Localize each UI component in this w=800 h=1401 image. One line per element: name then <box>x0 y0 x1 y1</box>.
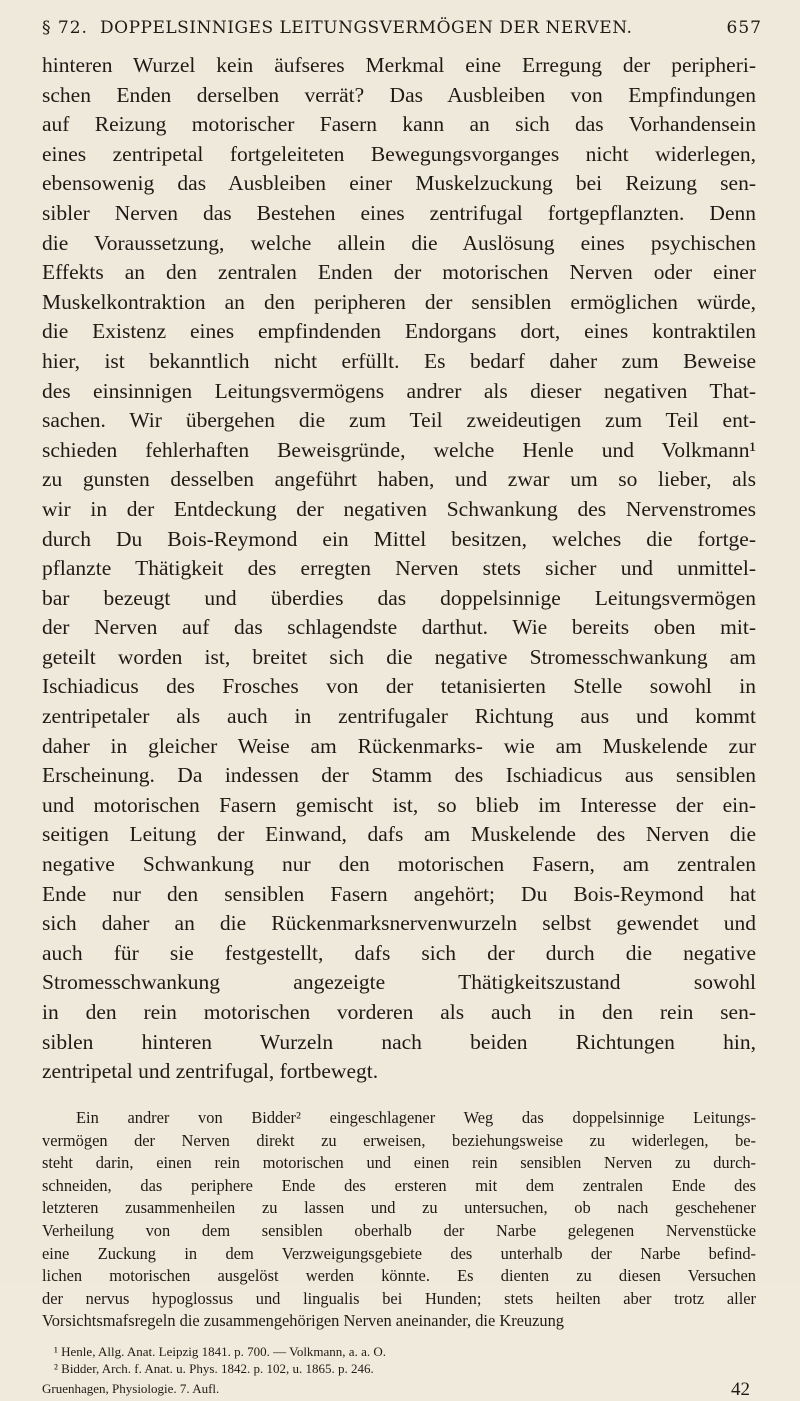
text-line: hinteren Wurzel kein äufseres Merkmal eine Erregung der peripheri- <box>42 53 756 77</box>
printer-imprint: Gruenhagen, Physiologie. 7. Aufl. <box>42 1381 220 1396</box>
signature-number: 42 <box>731 1379 750 1400</box>
text-line: in den rein motorischen vorderen als auch in den rein sen- <box>42 1000 756 1024</box>
text-line: seitigen Leitung der Einwand, dafs am Muskelende des Nerven die <box>42 822 756 847</box>
text-line: des einsinnigen Leitungsvermögens andrer als dieser negativen That- <box>42 378 756 403</box>
footnote: ² Bidder, Arch. f. Anat. u. Phys. 1842. p. 102, u. 1865. p. 246. <box>54 1361 374 1376</box>
small-print-paragraph <box>42 1107 756 1333</box>
text-line: eines zentripetal fortgeleiteten Bewegungsvorganges nicht widerlegen, <box>42 141 756 166</box>
text-line: daher in gleicher Weise am Rückenmarks- wie am Muskelende zur <box>42 733 756 758</box>
text-line: schieden fehlerhaften Beweisgründe, welche Henle und Volkmann¹ <box>42 437 756 462</box>
text-line: Stromesschwankung angezeigte Thätigkeitszustand sowohl <box>42 970 756 995</box>
text-line: Muskelkontraktion an den peripheren der sensiblen ermöglichen würde, <box>42 289 756 314</box>
text-line: bar bezeugt und überdies das doppelsinnige Leitungsvermögen <box>42 585 756 610</box>
running-title: DOPPELSINNIGES LEITUNGSVERMÖGEN DER NERVEN. <box>100 18 633 38</box>
page-number: 657 <box>726 18 762 38</box>
text-line: zentripetal und zentrifugal, fortbewegt. <box>42 1059 379 1084</box>
small-text-line: Vorsichtsmafsregeln die zusammengehörigen Nerven aneinander, die Kreuzung <box>42 1311 564 1331</box>
text-line: auch für sie festgestellt, dafs sich der durch die negative <box>42 940 756 965</box>
text-line: wir in der Entdeckung der negativen Schwankung des Nervenstromes <box>42 496 756 521</box>
small-text-line: der nervus hypoglossus und lingualis bei Hunden; stets heilten aber trotz aller <box>42 1288 756 1308</box>
text-line: die Existenz eines empfindenden Endorgans dort, eines kontraktilen <box>42 319 756 344</box>
small-text-line: vermögen der Nerven direkt zu erweisen, beziehungsweise zu widerlegen, be- <box>42 1130 756 1150</box>
small-text-line: Ein andrer von Bidder² eingeschlagener Weg das doppelsinnige Leitungs- <box>76 1108 756 1127</box>
running-header <box>42 4 762 44</box>
text-line: sibler Nerven das Bestehen eines zentrifugal fortgepflanzten. Denn <box>42 200 756 225</box>
section-number: § 72. <box>42 18 88 38</box>
small-text-line: eine Zuckung in dem Verzweigungsgebiete des unterhalb der Narbe befind- <box>42 1243 756 1263</box>
text-line: sich daher an die Rückenmarksnervenwurzeln selbst gewendet und <box>42 911 756 936</box>
text-line: Erscheinung. Da indessen der Stamm des Ischiadicus aus sensiblen <box>42 763 756 788</box>
text-line: pflanzte Thätigkeit des erregten Nerven stets sicher und unmittel- <box>42 556 756 581</box>
text-line: auf Reizung motorischer Fasern kann an sich das Vorhandensein <box>42 112 756 137</box>
footnote: ¹ Henle, Allg. Anat. Leipzig 1841. p. 700. — Volkmann, a. a. O. <box>54 1344 386 1359</box>
small-text-line: steht darin, einen rein motorischen und einen rein sensiblen Nerven zu durch- <box>42 1153 756 1173</box>
text-line: negative Schwankung nur den motorischen Fasern, am zentralen <box>42 852 756 877</box>
page-footer <box>42 1379 756 1400</box>
main-text <box>42 51 756 1087</box>
text-line: Effekts an den zentralen Enden der motorischen Nerven oder einer <box>42 260 756 285</box>
small-text-line: lichen motorischen ausgelöst werden könnte. Es dienten zu diesen Versuchen <box>42 1266 756 1286</box>
text-line: sachen. Wir übergehen die zum Teil zweideutigen zum Teil ent- <box>42 408 756 433</box>
small-text-line: Verheilung von dem sensiblen oberhalb der Narbe gelegenen Nervenstücke <box>42 1220 756 1240</box>
text-line: ebensowenig das Ausbleiben einer Muskelzuckung bei Reizung sen- <box>42 171 756 196</box>
text-line: Ende nur den sensiblen Fasern angehört; Du Bois-Reymond hat <box>42 881 756 906</box>
text-line: hier, ist bekanntlich nicht erfüllt. Es bedarf daher zum Beweise <box>42 348 756 373</box>
text-line: Ischiadicus des Frosches von der tetanisierten Stelle sowohl in <box>42 674 756 699</box>
footnotes <box>42 1343 756 1377</box>
text-line: siblen hinteren Wurzeln nach beiden Richtungen hin, <box>42 1029 756 1054</box>
text-line: zentripetaler als auch in zentrifugaler Richtung aus und kommt <box>42 704 756 729</box>
text-line: schen Enden derselben verrät? Das Ausbleiben von Empfindungen <box>42 82 756 107</box>
text-line: der Nerven auf das schlagendste darthut. Wie bereits oben mit- <box>42 615 756 640</box>
text-line: durch Du Bois-Reymond ein Mittel besitzen, welches die fortge- <box>42 526 756 551</box>
text-line: geteilt worden ist, breitet sich die negative Stromesschwankung am <box>42 644 756 669</box>
text-line: und motorischen Fasern gemischt ist, so blieb im Interesse der ein- <box>42 792 756 817</box>
text-line: die Voraussetzung, welche allein die Auslösung eines psychischen <box>42 230 756 255</box>
small-text-line: letzteren zusammenheilen zu lassen und zu untersuchen, ob nach geschehener <box>42 1198 756 1218</box>
text-line: zu gunsten desselben angeführt haben, und zwar um so lieber, als <box>42 467 756 492</box>
small-text-line: schneiden, das periphere Ende des ersteren mit dem zentralen Ende des <box>42 1175 756 1195</box>
